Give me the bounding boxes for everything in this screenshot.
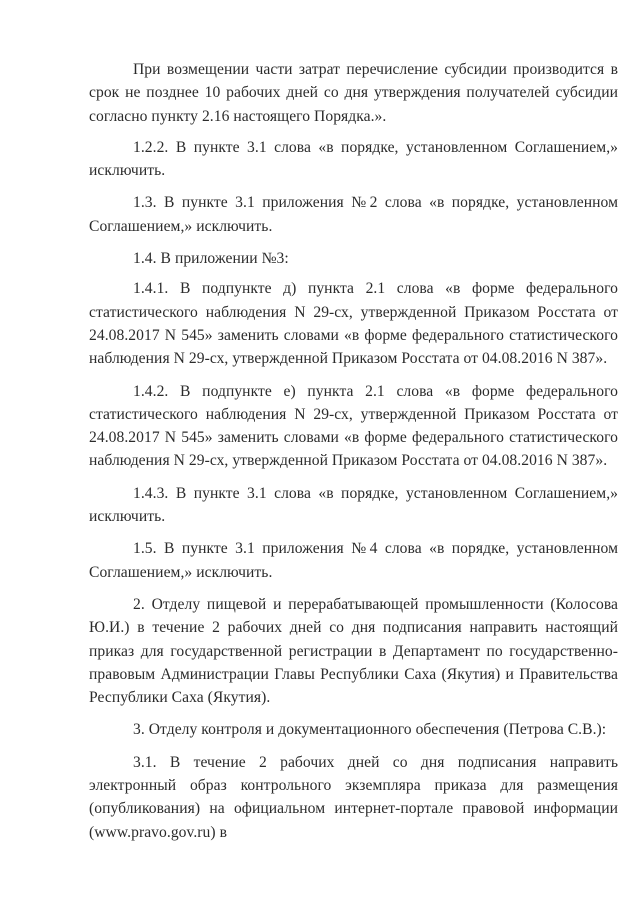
paragraph-2: 2. Отделу пищевой и перерабатывающей промышленности (Колосова Ю.И.) в течение 2 рабочих дней со дня подписания направить настоящий приказ для государственной регистрации в Департамент по государственно-правовым Администрации Главы Республики Саха (Якутия) и Правительства Республики Саха (Якутия). bbox=[89, 595, 618, 707]
paragraph-1-3: 1.3. В пункте 3.1 приложения №2 слова «в порядке, установленном Соглашением,» исключить. bbox=[89, 194, 618, 235]
paragraph-1-4-1: 1.4.1. В подпункте д) пункта 2.1 слова «в форме федерального статистического наблюдения N 29-сх, утвержденной Приказом Росстата от 24.08.2017 N 545» заменить словами «в форме федерального статистического наблюдения N 29-сх, утвержденной Приказом Росстата от 04.08.2016 N 387». bbox=[89, 280, 618, 368]
paragraph-1-4-2: 1.4.2. В подпункте е) пункта 2.1 слова «в форме федерального статистического наблюдения N 29-сх, утвержденной Приказом Росстата от 24.08.2017 N 545» заменить словами «в форме федерального статистического наблюдения N 29-сх, утвержденной Приказом Росстата от 04.08.2016 N 387». bbox=[89, 382, 618, 470]
paragraph-3: 3. Отделу контроля и документационного обеспечения (Петрова С.В.): bbox=[133, 721, 607, 739]
paragraph-3-1: 3.1. В течение 2 рабочих дней со дня подписания направить электронный образ контрольного экземпляра приказа для размещения (опубликования) на официальном интернет-портале правовой информации (www.pravo.gov.ru) в bbox=[89, 753, 618, 841]
paragraph-1-4: 1.4. В приложении №3: bbox=[133, 250, 289, 268]
paragraph-1-2-2: 1.2.2. В пункте 3.1 слова «в порядке, установленном Соглашением,» исключить. bbox=[89, 138, 618, 180]
paragraph-1-5: 1.5. В пункте 3.1 приложения №4 слова «в порядке, установленном Соглашением,» исключить. bbox=[89, 540, 618, 581]
paragraph-subsidy-terms: При возмещении части затрат перечисление субсидии производится в срок не позднее 10 рабочих дней со дня утверждения получателей субсидии согласно пункту 2.16 настоящего Порядка.». bbox=[89, 61, 618, 125]
paragraph-1-4-3: 1.4.3. В пункте 3.1 слова «в порядке, установленном Соглашением,» исключить. bbox=[89, 484, 618, 526]
